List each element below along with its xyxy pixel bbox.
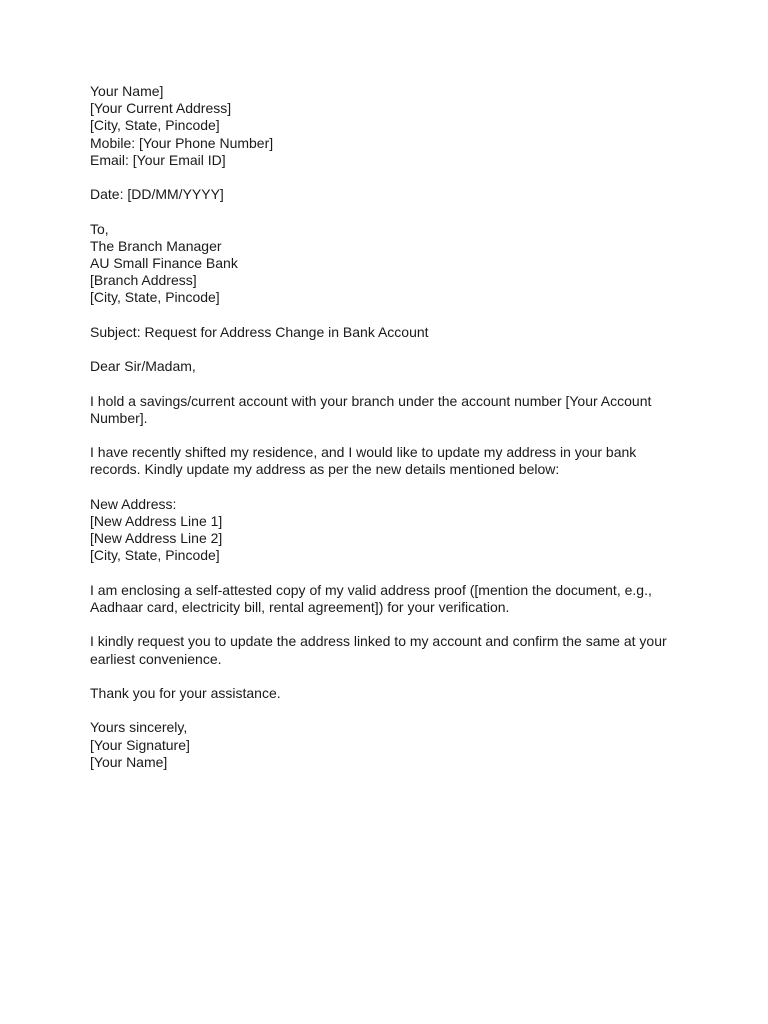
date-block (90, 186, 678, 203)
salutation-block (90, 358, 678, 375)
sender-address: [Your Current Address] (90, 100, 232, 117)
paragraph-text: Thank you for your assistance. (90, 684, 281, 701)
recipient-address: [Branch Address] (90, 272, 197, 289)
paragraph-text: I am enclosing a self-attested copy of my valid address proof ([mention the document, e.g., Aadhaar card, electricity bill, rental agreement]) for your verification. (90, 581, 652, 615)
sender-block (90, 83, 678, 169)
body-paragraph-5 (90, 685, 678, 702)
new-address-city: [City, State, Pincode] (90, 547, 220, 564)
recipient-title: The Branch Manager (90, 237, 222, 254)
salutation: Dear Sir/Madam, (90, 358, 196, 375)
body-paragraph-3 (90, 582, 678, 616)
new-address-label: New Address: (90, 495, 177, 512)
body-paragraph-4 (90, 633, 678, 667)
recipient-block (90, 221, 678, 307)
new-address-block (90, 496, 678, 565)
recipient-bank: AU Small Finance Bank (90, 255, 238, 271)
recipient-to: To, (90, 220, 109, 237)
letter-subject: Subject: Request for Address Change in Bank Account (90, 323, 429, 340)
closing-name: [Your Name] (90, 753, 168, 770)
sender-email: Email: [Your Email ID] (90, 151, 226, 168)
recipient-city: [City, State, Pincode] (90, 289, 220, 306)
valediction: Yours sincerely, (90, 719, 188, 736)
subject-block (90, 324, 678, 341)
new-address-line-1: [New Address Line 1] (90, 512, 223, 529)
sender-name: Your Name] (90, 83, 164, 99)
sender-city: [City, State, Pincode] (90, 117, 220, 134)
body-paragraph-1 (90, 393, 678, 427)
signature-placeholder: [Your Signature] (90, 736, 190, 753)
sender-mobile: Mobile: [Your Phone Number] (90, 134, 274, 151)
paragraph-text: I have recently shifted my residence, and I would like to update my address in your bank records. Kindly update my address as per the new details mentioned below: (90, 444, 637, 478)
closing-block (90, 719, 678, 771)
new-address-line-2: [New Address Line 2] (90, 530, 223, 547)
paragraph-text: I kindly request you to update the address linked to my account and confirm the same at your earliest convenience. (90, 633, 667, 667)
paragraph-text: I hold a savings/current account with your branch under the account number [Your Account Number]. (90, 392, 652, 426)
body-paragraph-2 (90, 444, 678, 478)
letter-date: Date: [DD/MM/YYYY] (90, 186, 224, 203)
